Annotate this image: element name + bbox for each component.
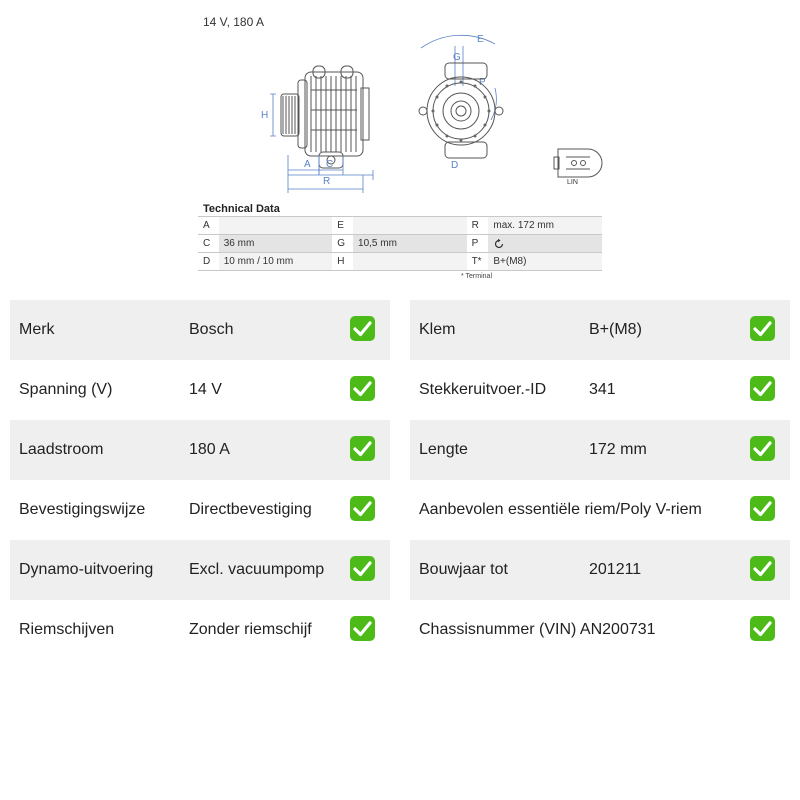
table-value: max. 172 mm: [488, 217, 602, 235]
spec-value: Zonder riemschijf: [189, 621, 312, 638]
checkmark-icon: [350, 616, 375, 641]
table-value: [353, 253, 467, 271]
spec-value: Directbevestiging: [189, 501, 312, 518]
alternator-drawing: [255, 30, 505, 195]
spec-value: 201211: [589, 561, 642, 578]
checkmark-icon: [350, 556, 375, 581]
checkmark-icon: [750, 496, 775, 521]
spec-label: Chassisnummer (VIN) AN200731: [419, 621, 656, 638]
checkmark-icon: [750, 556, 775, 581]
spec-row: [10, 480, 390, 540]
connector-plug-drawing: [552, 145, 604, 181]
spec-row: [10, 600, 390, 660]
svg-text:A: A: [304, 159, 311, 170]
checkmark-icon: [750, 436, 775, 461]
spec-row: [410, 480, 790, 540]
spec-value: 172 mm: [589, 441, 647, 458]
spec-label: Spanning (V): [19, 381, 113, 398]
spec-value: Excl. vacuumpomp: [189, 561, 325, 578]
svg-text:R: R: [323, 176, 331, 187]
table-key: C: [198, 235, 219, 253]
table-value: B+(M8): [488, 253, 602, 271]
spec-row: [410, 420, 790, 480]
technical-data-title: Technical Data: [203, 203, 280, 215]
spec-value: 14 V: [189, 381, 222, 398]
spec-value: B+(M8): [589, 321, 642, 338]
table-value: [353, 217, 467, 235]
spec-row: [10, 540, 390, 600]
spec-value: Bosch: [189, 321, 234, 338]
table-value: 10,5 mm: [353, 235, 467, 253]
rotation-clockwise-icon: [493, 238, 505, 250]
spec-column-left: [10, 300, 390, 660]
table-key: G: [332, 235, 353, 253]
table-key: E: [332, 217, 353, 235]
svg-text:C: C: [326, 159, 334, 170]
connector-label: LIN: [567, 179, 578, 186]
svg-text:E: E: [477, 34, 484, 45]
table-row: [198, 235, 602, 253]
table-key: R: [467, 217, 489, 235]
spec-label: Laadstroom: [19, 441, 104, 458]
checkmark-icon: [350, 496, 375, 521]
table-key: H: [332, 253, 353, 271]
svg-text:G: G: [453, 52, 461, 63]
table-key: A: [198, 217, 219, 235]
table-row: [198, 253, 602, 271]
technical-data-table: [198, 216, 602, 271]
table-row: [198, 217, 602, 235]
svg-text:D: D: [451, 160, 459, 171]
spec-row: [410, 600, 790, 660]
spec-row: [410, 300, 790, 360]
rotation-direction-value: [488, 235, 602, 253]
table-value: 36 mm: [219, 235, 333, 253]
table-key: D: [198, 253, 219, 271]
spec-label: Stekkeruitvoer.-ID: [419, 381, 547, 398]
spec-label: Aanbevolen essentiële riem/Poly V-riem: [419, 501, 702, 518]
spec-row: [10, 360, 390, 420]
spec-label: Riemschijven: [19, 621, 115, 638]
table-key: P: [467, 235, 489, 253]
checkmark-icon: [750, 616, 775, 641]
spec-label: Dynamo-uitvoering: [19, 561, 154, 578]
spec-label: Bevestigingswijze: [19, 501, 146, 518]
spec-row: [410, 540, 790, 600]
spec-value: 341: [589, 381, 616, 398]
spec-row: [10, 420, 390, 480]
checkmark-icon: [350, 376, 375, 401]
spec-label: Merk: [19, 321, 55, 338]
spec-row: [410, 360, 790, 420]
checkmark-icon: [350, 316, 375, 341]
table-value: 10 mm / 10 mm: [219, 253, 333, 271]
spec-label: Lengte: [419, 441, 468, 458]
spec-label: Klem: [419, 321, 456, 338]
spec-value: 180 A: [189, 441, 230, 458]
spec-row: [10, 300, 390, 360]
spec-label: Bouwjaar tot: [419, 561, 508, 578]
svg-text:P: P: [479, 77, 486, 88]
technical-data-footnote: * Terminal: [461, 273, 492, 280]
spec-summary: 14 V, 180 A: [203, 15, 264, 29]
table-value: [219, 217, 333, 235]
checkmark-icon: [350, 436, 375, 461]
svg-text:H: H: [261, 110, 269, 121]
spec-column-right: [410, 300, 790, 660]
checkmark-icon: [750, 316, 775, 341]
table-key: T*: [467, 253, 489, 271]
checkmark-icon: [750, 376, 775, 401]
